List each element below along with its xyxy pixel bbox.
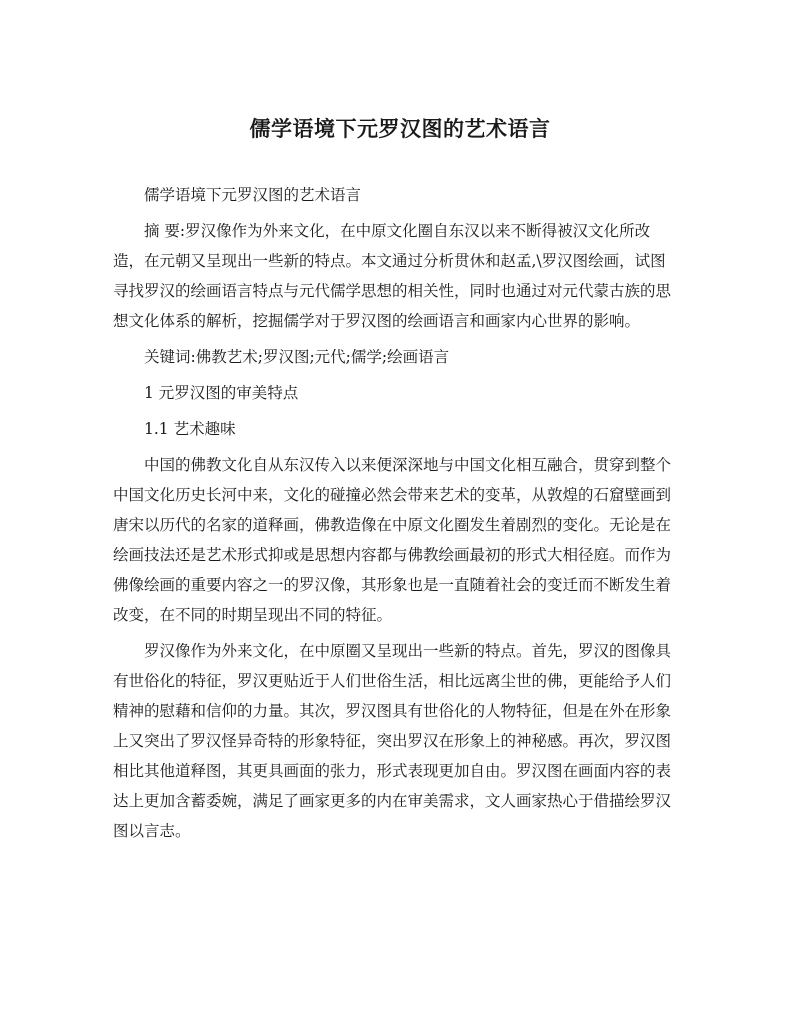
- abstract-line: 寻找罗汉的绘画语言特点与元代儒学思想的相关性，同时也通过对元代蒙古族的思: [113, 282, 672, 300]
- paragraph-line: 相比其他道释图，其更具画面的张力，形式表现更加自由。罗汉图在画面内容的表: [113, 762, 672, 780]
- paragraph: [113, 450, 688, 630]
- paragraph-line: 罗汉像作为外来文化，在中原圈又呈现出一些新的特点。首先，罗汉的图像具: [144, 642, 672, 660]
- section-heading: 1 元罗汉图的审美特点: [144, 384, 299, 402]
- subsection-heading: 1.1 艺术趣味: [144, 420, 236, 438]
- body-subtitle: 儒学语境下元罗汉图的艺术语言: [144, 186, 362, 204]
- paragraph-line: 上又突出了罗汉怪异奇特的形象特征，突出罗汉在形象上的神秘感。再次，罗汉图: [113, 732, 672, 750]
- paragraph-line: 中国文化历史长河中来，文化的碰撞必然会带来艺术的变革，从敦煌的石窟壁画到: [113, 486, 672, 504]
- abstract: [113, 216, 688, 336]
- paragraph-line: 图以言志。: [113, 822, 191, 840]
- paragraph-line: 佛像绘画的重要内容之一的罗汉像，其形象也是一直随着社会的变迁而不断发生着: [113, 576, 672, 594]
- paragraph-line: 中国的佛教文化自从东汉传入以来便深深地与中国文化相互融合，贯穿到整个: [144, 456, 672, 474]
- abstract-line: 想文化体系的解析，挖掘儒学对于罗汉图的绘画语言和画家内心世界的影响。: [113, 312, 641, 330]
- paragraph-line: 唐宋以历代的名家的道释画，佛教造像在中原文化圈发生着剧烈的变化。无论是在: [113, 516, 672, 534]
- paragraph-line: 精神的慰藉和信仰的力量。其次，罗汉图具有世俗化的人物特征，但是在外在形象: [113, 702, 672, 720]
- document-title: 儒学语境下元罗汉图的艺术语言: [249, 116, 551, 141]
- keywords: 关键词:佛教艺术;罗汉图;元代;儒学;绘画语言: [144, 348, 450, 366]
- paragraph-line: 改变，在不同的时期呈现出不同的特征。: [113, 606, 393, 624]
- document-body: [113, 180, 688, 846]
- paragraph-line: 绘画技法还是艺术形式抑或是思想内容都与佛教绘画最初的形式大相径庭。而作为: [113, 546, 672, 564]
- abstract-line: 摘 要:罗汉像作为外来文化，在中原文化圈自东汉以来不断得被汉文化所改: [144, 222, 651, 240]
- paragraph-line: 达上更加含蓄委婉，满足了画家更多的内在审美需求，文人画家热心于借描绘罗汉: [113, 792, 672, 810]
- abstract-line: 造，在元朝又呈现出一些新的特点。本文通过分析贯休和赵孟,\罗汉图绘画，试图: [113, 252, 666, 270]
- paragraph: [113, 636, 688, 846]
- paragraph-line: 有世俗化的特征，罗汉更贴近于人们世俗生活，相比远离尘世的佛，更能给予人们: [113, 672, 672, 690]
